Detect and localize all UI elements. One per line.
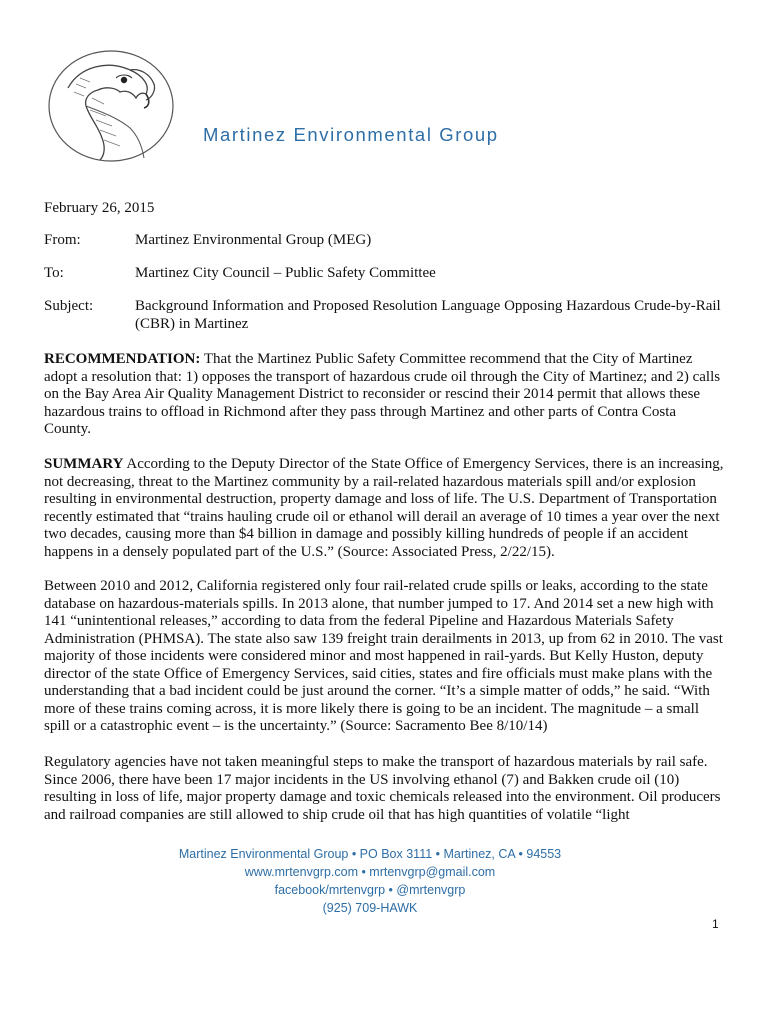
footer-web-email: www.mrtenvgrp.com • mrtenvgrp@gmail.com — [244, 865, 496, 879]
org-name: Martinez Environmental Group — [203, 124, 499, 145]
summary-paragraph — [44, 456, 724, 561]
footer-address: Martinez Environmental Group • PO Box 3111 • Martinez, CA • 94553 — [178, 847, 562, 861]
subject-value: Background Information and Proposed Resolution Language Opposing Hazardous Crude-by-Rail (CBR) in Martinez — [135, 298, 721, 332]
summary-heading: SUMMARY — [44, 456, 124, 472]
recommendation-text: That the Martinez Public Safety Committee recommend that the City of Martinez adopt a resolution that: 1) opposes the transport of hazardous crude oil through the City of Martinez; and 2) calls on the Bay Area Air Quality Management District to reconsider or rescind their 2014 permit that allows these hazardous trains to offload in Richmond after they pass through Martinez and other parts of Contra Costa County. — [44, 351, 721, 437]
to-label: To: — [44, 265, 64, 281]
hawk-logo-icon — [46, 48, 176, 164]
page-number: 1 — [712, 917, 719, 931]
from-label: From: — [44, 232, 81, 248]
from-value: Martinez Environmental Group (MEG) — [135, 232, 372, 248]
recommendation-paragraph — [44, 351, 724, 439]
footer-social: facebook/mrtenvgrp • @mrtenvgrp — [274, 883, 466, 897]
footer-phone: (925) 709-HAWK — [322, 901, 418, 915]
document-date: February 26, 2015 — [44, 200, 155, 216]
subject-label: Subject: — [44, 298, 94, 314]
summary-text: According to the Deputy Director of the State Office of Emergency Services, there is an increasing, not decreasing, threat to the Martinez community by a rail-related hazardous materials spill and/or explosion resulting in environmental destruction, property damage and loss of life. The U.S. Department of Transportation recently estimated that “trains hauling crude oil or ethanol will derail an average of 10 times a year over the next two decades, causing more than $4 billion in damage and possibly killing hundreds of people if an accident happens in a densely populated part of the U.S.” (Source: Associated Press, 2/22/15). — [44, 456, 724, 560]
regulatory-paragraph: Regulatory agencies have not taken meaningful steps to make the transport of hazardous materials by rail safe. Since 2006, there have been 17 major incidents in the US involving ethanol (7) and Bakken crude oil (10) resulting in loss of life, major property damage and toxic chemicals released into the environment. Oil producers and railroad companies are still allowed to ship crude oil that has high quantities of volatile “light — [44, 754, 721, 823]
recommendation-heading: RECOMMENDATION: — [44, 351, 201, 367]
to-value: Martinez City Council – Public Safety Committee — [135, 265, 436, 281]
statistics-paragraph: Between 2010 and 2012, California registered only four rail-related crude spills or leaks, according to the state database on hazardous-materials spills. In 2013 alone, that number jumped to 17. And 2014 set a new high with 141 “unintentional releases,” according to data from the federal Pipeline and Hazardous Materials Safety Administration (PHMSA). The state also saw 139 freight train derailments in 2013, up from 62 in 2010. The vast majority of those incidents were considered minor and most happened in rail-yards. But Kelly Huston, deputy director of the state Office of Emergency Services, said cities, states and fire officials must make plans with the understanding that a bad incident could be just around the corner. “It’s a simple matter of odds,” he said. “With more of these trains coming across, it is more likely there is going to be an incident. The magnitude – a small spill or a catastrophic event – is the uncertainty.” (Source: Sacramento Bee 8/10/14) — [44, 578, 723, 734]
